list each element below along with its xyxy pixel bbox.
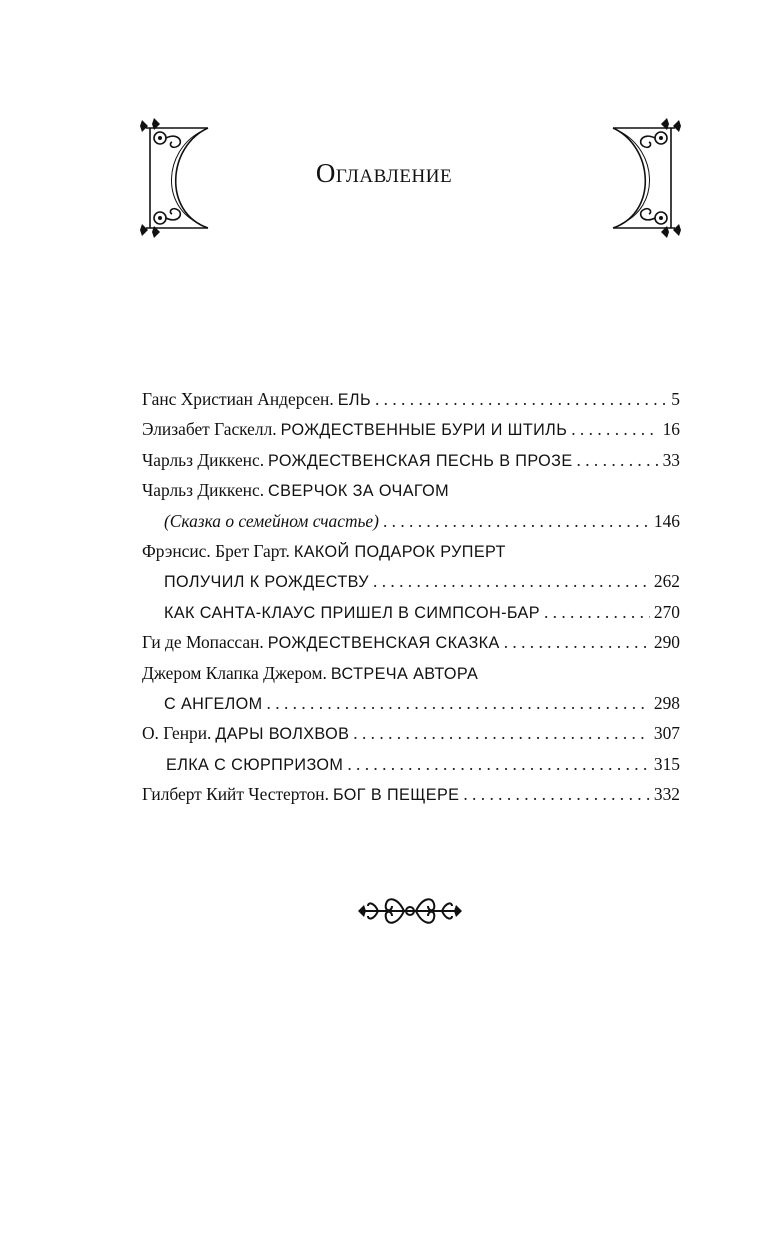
toc-author: Чарльз Диккенс. xyxy=(142,480,265,501)
toc-title: ПОЛУЧИЛ К РОЖДЕСТВУ xyxy=(164,573,369,592)
toc-title: РОЖДЕСТВЕННЫЕ БУРИ И ШТИЛЬ xyxy=(280,421,568,440)
toc-entry[interactable] xyxy=(142,779,680,809)
toc-entry-continuation[interactable] xyxy=(142,688,680,718)
toc-author: Ги де Мопассан. xyxy=(142,632,264,653)
toc-author: Фрэнсис. Брет Гарт. xyxy=(142,540,290,561)
toc-page: 315 xyxy=(653,753,680,774)
toc-page: 307 xyxy=(653,723,680,744)
toc-entry[interactable] xyxy=(142,384,680,414)
toc-entry-continuation[interactable] xyxy=(142,506,680,536)
toc-entry[interactable] xyxy=(142,445,680,475)
toc-title: РОЖДЕСТВЕНСКАЯ ПЕСНЬ В ПРОЗЕ xyxy=(268,451,573,470)
toc-page: 290 xyxy=(653,632,680,653)
toc-author: Чарльз Диккенс. xyxy=(142,449,265,470)
toc-page: 5 xyxy=(671,389,680,409)
toc-leader xyxy=(267,688,650,718)
page-title: Оглавление xyxy=(315,158,453,188)
toc-entry[interactable] xyxy=(142,627,680,657)
toc-page: 33 xyxy=(662,449,680,470)
toc-leader xyxy=(504,627,650,657)
toc-leader xyxy=(577,445,659,475)
toc-leader xyxy=(463,779,650,809)
toc-author: Джером Клапка Джером. xyxy=(142,662,327,683)
toc-page: 298 xyxy=(653,692,680,713)
toc-title: ВСТРЕЧА АВТОРА xyxy=(330,664,479,683)
toc-title: С АНГЕЛОМ xyxy=(164,694,263,713)
toc-entry[interactable] xyxy=(142,597,680,627)
toc-author: Гилберт Кийт Честертон. xyxy=(142,784,329,805)
toc-entry[interactable] xyxy=(142,749,680,779)
toc-page: 270 xyxy=(653,601,680,622)
table-of-contents xyxy=(142,384,680,809)
toc-subtitle: (Сказка о семейном счастье) xyxy=(164,510,379,531)
toc-page: 146 xyxy=(653,510,680,531)
toc-title: КАКОЙ ПОДАРОК РУПЕРТ xyxy=(293,542,506,561)
toc-author: О. Генри. xyxy=(142,723,212,744)
toc-title: КАК САНТА-КЛАУС ПРИШЕЛ В СИМПСОН-БАР xyxy=(164,603,540,622)
toc-leader xyxy=(353,718,650,748)
toc-leader xyxy=(571,414,658,444)
toc-leader xyxy=(375,384,667,414)
toc-title: СВЕРЧОК ЗА ОЧАГОМ xyxy=(268,482,450,501)
toc-leader xyxy=(383,506,650,536)
toc-title: РОЖДЕСТВЕНСКАЯ СКАЗКА xyxy=(267,634,500,653)
toc-title: ЕЛЬ xyxy=(337,391,371,409)
toc-leader xyxy=(373,566,650,596)
toc-author: Элизабет Гаскелл. xyxy=(142,419,277,440)
toc-title: БОГ В ПЕЩЕРЕ xyxy=(332,786,460,805)
toc-leader xyxy=(347,749,650,779)
toc-entry[interactable] xyxy=(142,475,680,505)
toc-entry[interactable] xyxy=(142,414,680,444)
toc-title: ДАРЫ ВОЛХВОВ xyxy=(215,725,350,744)
toc-entry[interactable] xyxy=(142,536,680,566)
flourish-divider-icon xyxy=(358,888,462,934)
toc-entry[interactable] xyxy=(142,658,680,688)
toc-title: ЕЛКА С СЮРПРИЗОМ xyxy=(166,755,344,774)
toc-author: Ганс Христиан Андерсен. xyxy=(142,389,334,409)
toc-entry[interactable] xyxy=(142,718,680,748)
toc-entry-continuation[interactable] xyxy=(142,566,680,596)
toc-page: 16 xyxy=(662,419,680,440)
toc-leader xyxy=(544,597,650,627)
toc-page: 332 xyxy=(653,784,680,805)
toc-page: 262 xyxy=(653,571,680,592)
